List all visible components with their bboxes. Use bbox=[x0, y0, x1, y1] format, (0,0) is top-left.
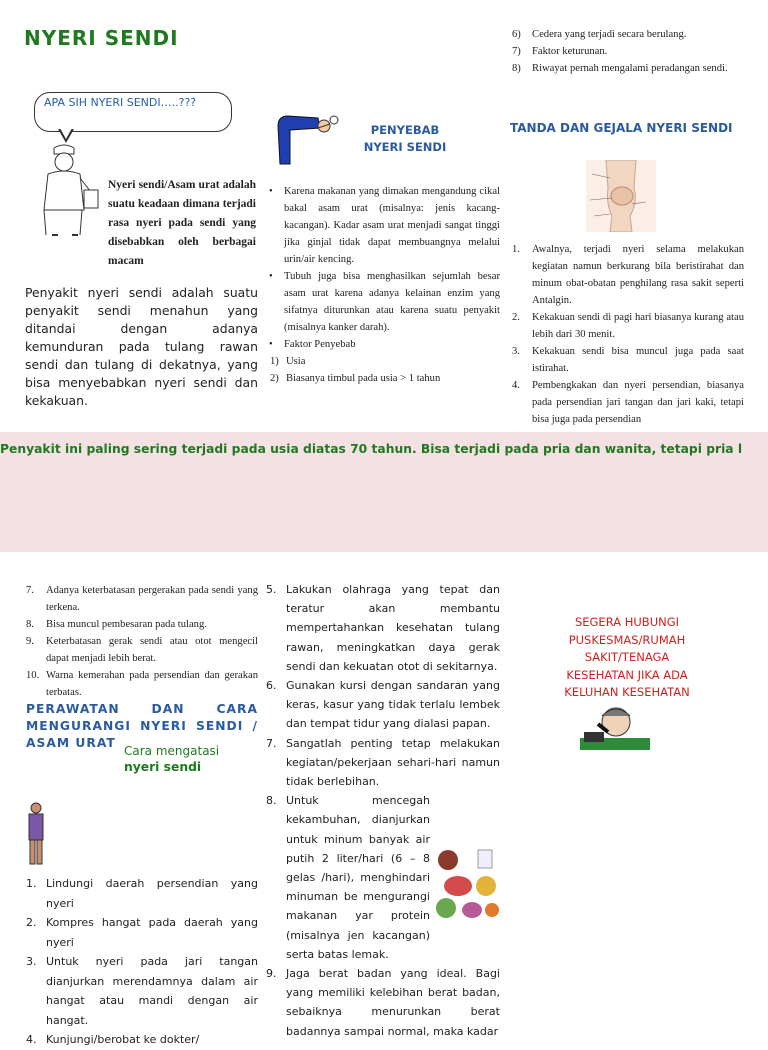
list-item: 2. Kompres hangat pada daerah yang nyeri bbox=[26, 916, 258, 949]
list-item: 10. Warna kemerahan pada persendian dan gerakan terbatas. bbox=[26, 670, 258, 698]
list-item: 1. Awalnya, terjadi nyeri selama melakukan kegiatan namun berkurang bila beristirahat dan minum obat-obatan penghilang rasa sakit seperti Antalgin. bbox=[512, 244, 744, 306]
intro-paragraph: Penyakit nyeri sendi adalah suatu penyakit sendi menahun yang ditandai dengan adanya kemunduran pada tulang rawan sendi dan tulang di dekatnya, yang bisa menyebabkan nyeri sendi dan kekakuan. bbox=[25, 285, 258, 408]
knee-anatomy-icon bbox=[586, 160, 656, 232]
cara-subheading-1: Cara mengatasi bbox=[124, 744, 220, 758]
list-item: 7. Sangatlah penting tetap melakukan kegiatan/pekerjaan sehari-hari namun tidak berlebihan. bbox=[266, 736, 500, 789]
list-item: • Karena makanan yang dimakan mengandung cikal bakal asam urat (misalnya: jenis kacang-kacangan). Kadar asam urat menjadi sangat tinggi jika ginjal tidak dapat membuangnya melalui urin/air kencing. bbox=[269, 186, 500, 265]
list-item: 1. Lindungi daerah persendian yang nyeri bbox=[26, 877, 258, 910]
list-item: 3. Kekakuan sendi bisa muncul juga pada saat istirahat. bbox=[512, 346, 744, 374]
list-item: 2. Kekakuan sendi di pagi hari biasanya kurang atau lebih dari 30 menit. bbox=[512, 312, 744, 340]
list-item: 9. Keterbatasan gerak sendi atau otot mengecil dapat menjadi lebih berat. bbox=[26, 636, 258, 664]
list-item: 4. Pembengkakan dan nyeri persendian, biasanya pada persendian jari tangan dan jari kaki, tetapi bisa juga pada persendian bbox=[512, 380, 744, 425]
tanda-heading: TANDA DAN GEJALA NYERI SENDI bbox=[510, 121, 733, 135]
perawatan-heading: PERAWATAN DAN CARA MENGURANGI NYERI SENDI / ASAM URAT bbox=[26, 702, 258, 750]
list-item: 7) Faktor keturunan. bbox=[512, 46, 608, 57]
list-item: 1) Usia bbox=[270, 356, 306, 367]
tanda-section bbox=[512, 241, 744, 428]
list-item: 4. Kunjungi/berobat ke dokter/ bbox=[26, 1033, 200, 1046]
definition-text: Nyeri sendi/Asam urat adalah suatu keadaan dimana terjadi rasa nyeri pada sendi yang disebabkan oleh berbagai macam bbox=[108, 179, 256, 267]
bending-man-icon bbox=[274, 112, 340, 168]
call-to-action: SEGERA HUBUNGI PUSKESMAS/RUMAH SAKIT/TENAGA KESEHATAN JIKA ADA KELUHAN KESEHATAN bbox=[564, 615, 690, 699]
list-item: 6) Cedera yang terjadi secara berulang. bbox=[512, 29, 687, 40]
faktor-continued bbox=[512, 26, 744, 77]
list-item: 8. Bisa muncul pembesaran pada tulang. bbox=[26, 619, 207, 630]
phone-man-icon bbox=[580, 702, 650, 750]
nurse-illustration-icon bbox=[24, 140, 104, 240]
bubble-text: APA SIH NYERI SENDI…..??? bbox=[44, 96, 197, 109]
penyebab-section bbox=[266, 183, 500, 387]
list-item: 2) Biasanya timbul pada usia > 1 tahun bbox=[270, 373, 441, 384]
list-item: • Tubuh juga bisa menghasilkan sejumlah besar asam urat karena adanya kelainan enzim yang sifatnya diturunkan atau karena suatu penyakit (misalnya kanker darah). bbox=[269, 271, 500, 333]
list-item: 9. Jaga berat badan yang ideal. Bagi yang memiliki kelebihan berat badan, sebaiknya menurunkan berat badannya sampai normal, maka kadar bbox=[266, 967, 500, 1038]
figure-icon bbox=[24, 800, 48, 866]
list-item: • Faktor Penyebab bbox=[269, 339, 356, 350]
food-illustration-icon bbox=[432, 846, 502, 922]
cara-continued bbox=[266, 580, 500, 1041]
list-item: 7. Adanya keterbatasan pergerakan pada sendi yang terkena. bbox=[26, 585, 258, 613]
list-item: 8) Riwayat pernah mengalami peradangan sendi. bbox=[512, 63, 728, 74]
list-item: 6. Gunakan kursi dengan sandaran yang keras, kasur yang tidak terlalu lembek dan tempat tidur yang dialasi papan. bbox=[266, 679, 500, 731]
cara-section bbox=[26, 874, 258, 1050]
penyebab-heading: PENYEBAB NYERI SENDI bbox=[363, 123, 447, 154]
list-item: 5. Lakukan olahraga yang tepat dan teratur akan membantu mempertahankan kesehatan tulang rawan, meningkatkan daya gerak sendi dan kekuatan otot di sekitarnya. bbox=[266, 583, 500, 673]
cara-subheading-2: nyeri sendi bbox=[124, 760, 202, 774]
list-item: 8. Untuk mencegah kekambuhan, dianjurkan untuk minum banyak air putih 2 liter/hari (6 – 8 gelas /hari), menghindari minuman be mengurangi makanan yar protein (misalnya jen kacangan) serta batas lemak. bbox=[266, 794, 430, 961]
list-item: 3. Untuk nyeri pada jari tangan dianjurkan merendamnya dalam air hangat atau mandi dengan air hangat. bbox=[26, 955, 258, 1027]
page-title: NYERI SENDI bbox=[24, 26, 179, 50]
tanda-continued bbox=[26, 582, 258, 701]
band-text: Penyakit ini paling sering terjadi pada usia diatas 70 tahun. Bisa terjadi pada pria dan wanita, tetapi pria l bbox=[0, 442, 743, 456]
